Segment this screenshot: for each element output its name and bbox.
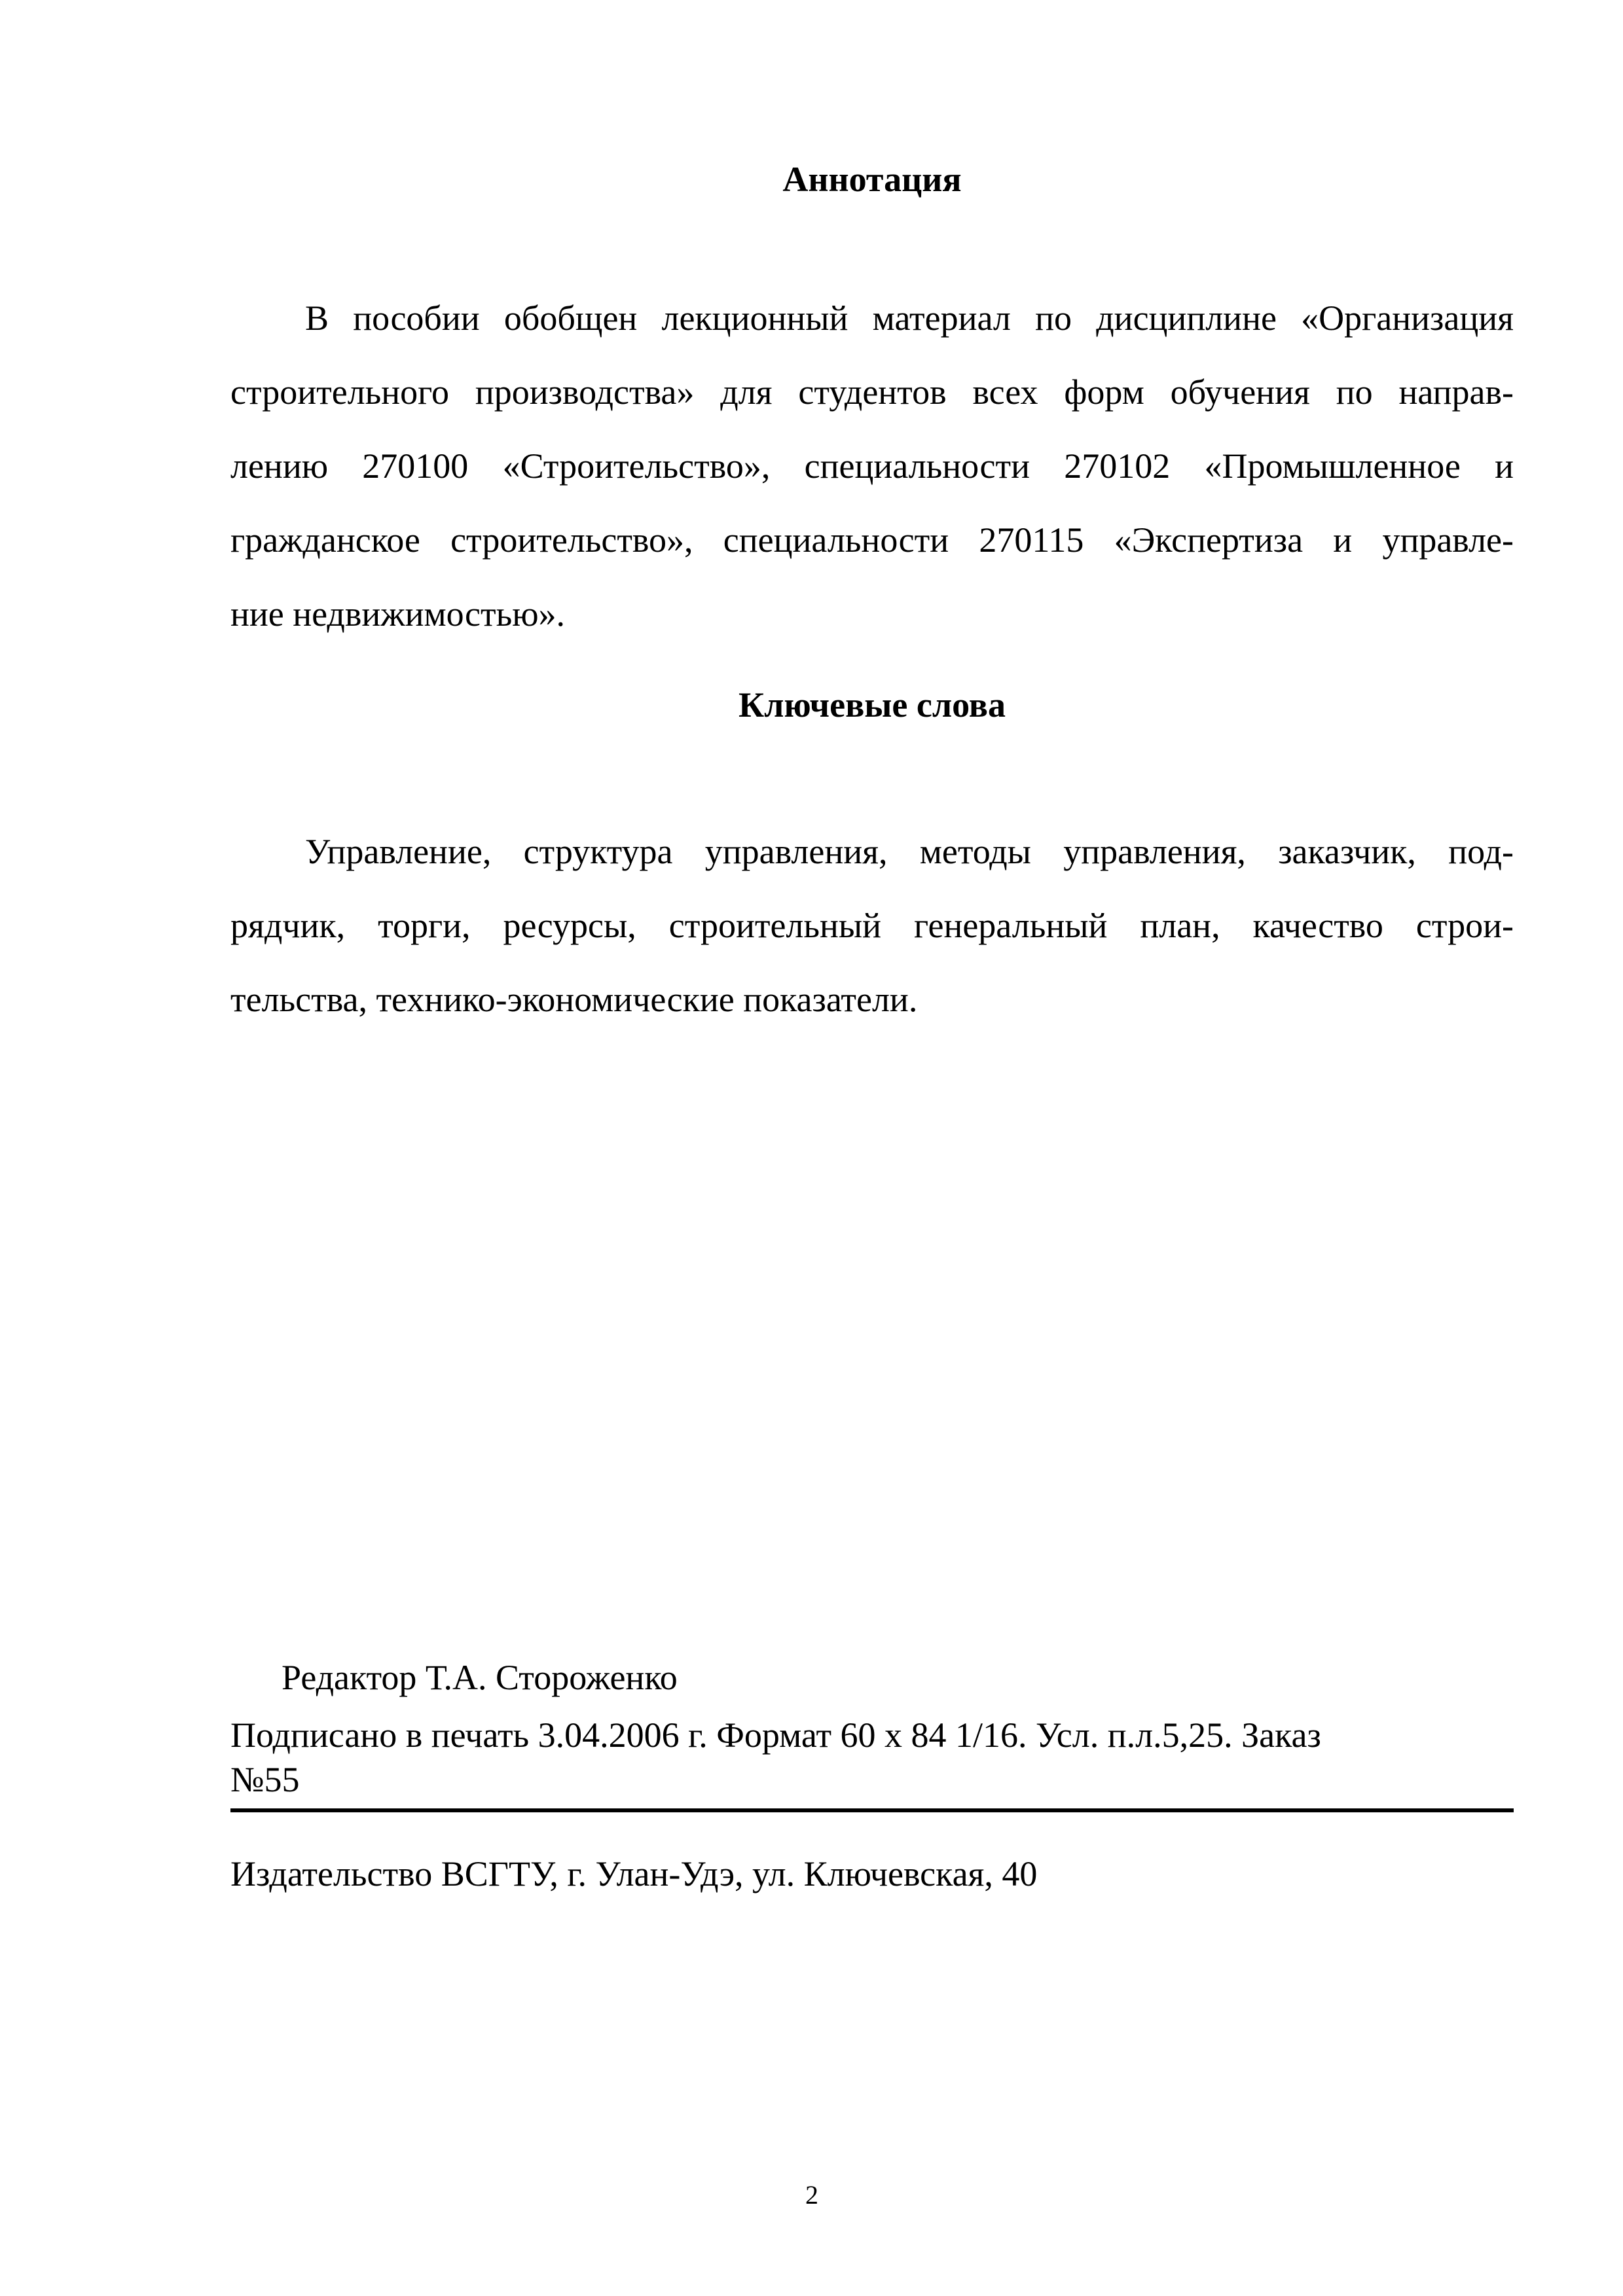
keywords-heading: Ключевые слова: [739, 685, 1006, 725]
annotation-line: лению 270100 «Строительство», специальности 270102 «Промышленное и: [230, 446, 1514, 486]
keywords-line: Управление, структура управления, методы управления, заказчик, под-: [305, 832, 1514, 871]
annotation-heading: Аннотация: [782, 160, 962, 199]
keywords-line: рядчик, торги, ресурсы, строительный генеральный план, качество строи-: [230, 906, 1514, 945]
annotation-paragraph: [230, 281, 1514, 651]
keywords-line: тельства, технико-экономические показатели.: [230, 980, 918, 1019]
keywords-paragraph: [230, 815, 1514, 1037]
editor-credit: Редактор Т.А. Стороженко: [282, 1658, 678, 1697]
annotation-line: строительного производства» для студентов всех форм обучения по направ-: [230, 372, 1514, 412]
print-signature-info: Подписано в печать 3.04.2006 г. Формат 60 х 84 1/16. Усл. п.л.5,25. Заказ: [230, 1715, 1321, 1755]
page-number: 2: [805, 2180, 818, 2210]
order-number: №55: [230, 1760, 300, 1799]
annotation-line: ние недвижимостью».: [230, 594, 566, 634]
publisher-info: Издательство ВСГТУ, г. Улан-Удэ, ул. Ключевская, 40: [230, 1854, 1038, 1893]
annotation-line: гражданское строительство», специальности 270115 «Экспертиза и управле-: [230, 520, 1514, 560]
imprint-divider: [230, 1808, 1514, 1812]
annotation-line: В пособии обобщен лекционный материал по дисциплине «Организация: [305, 298, 1514, 338]
